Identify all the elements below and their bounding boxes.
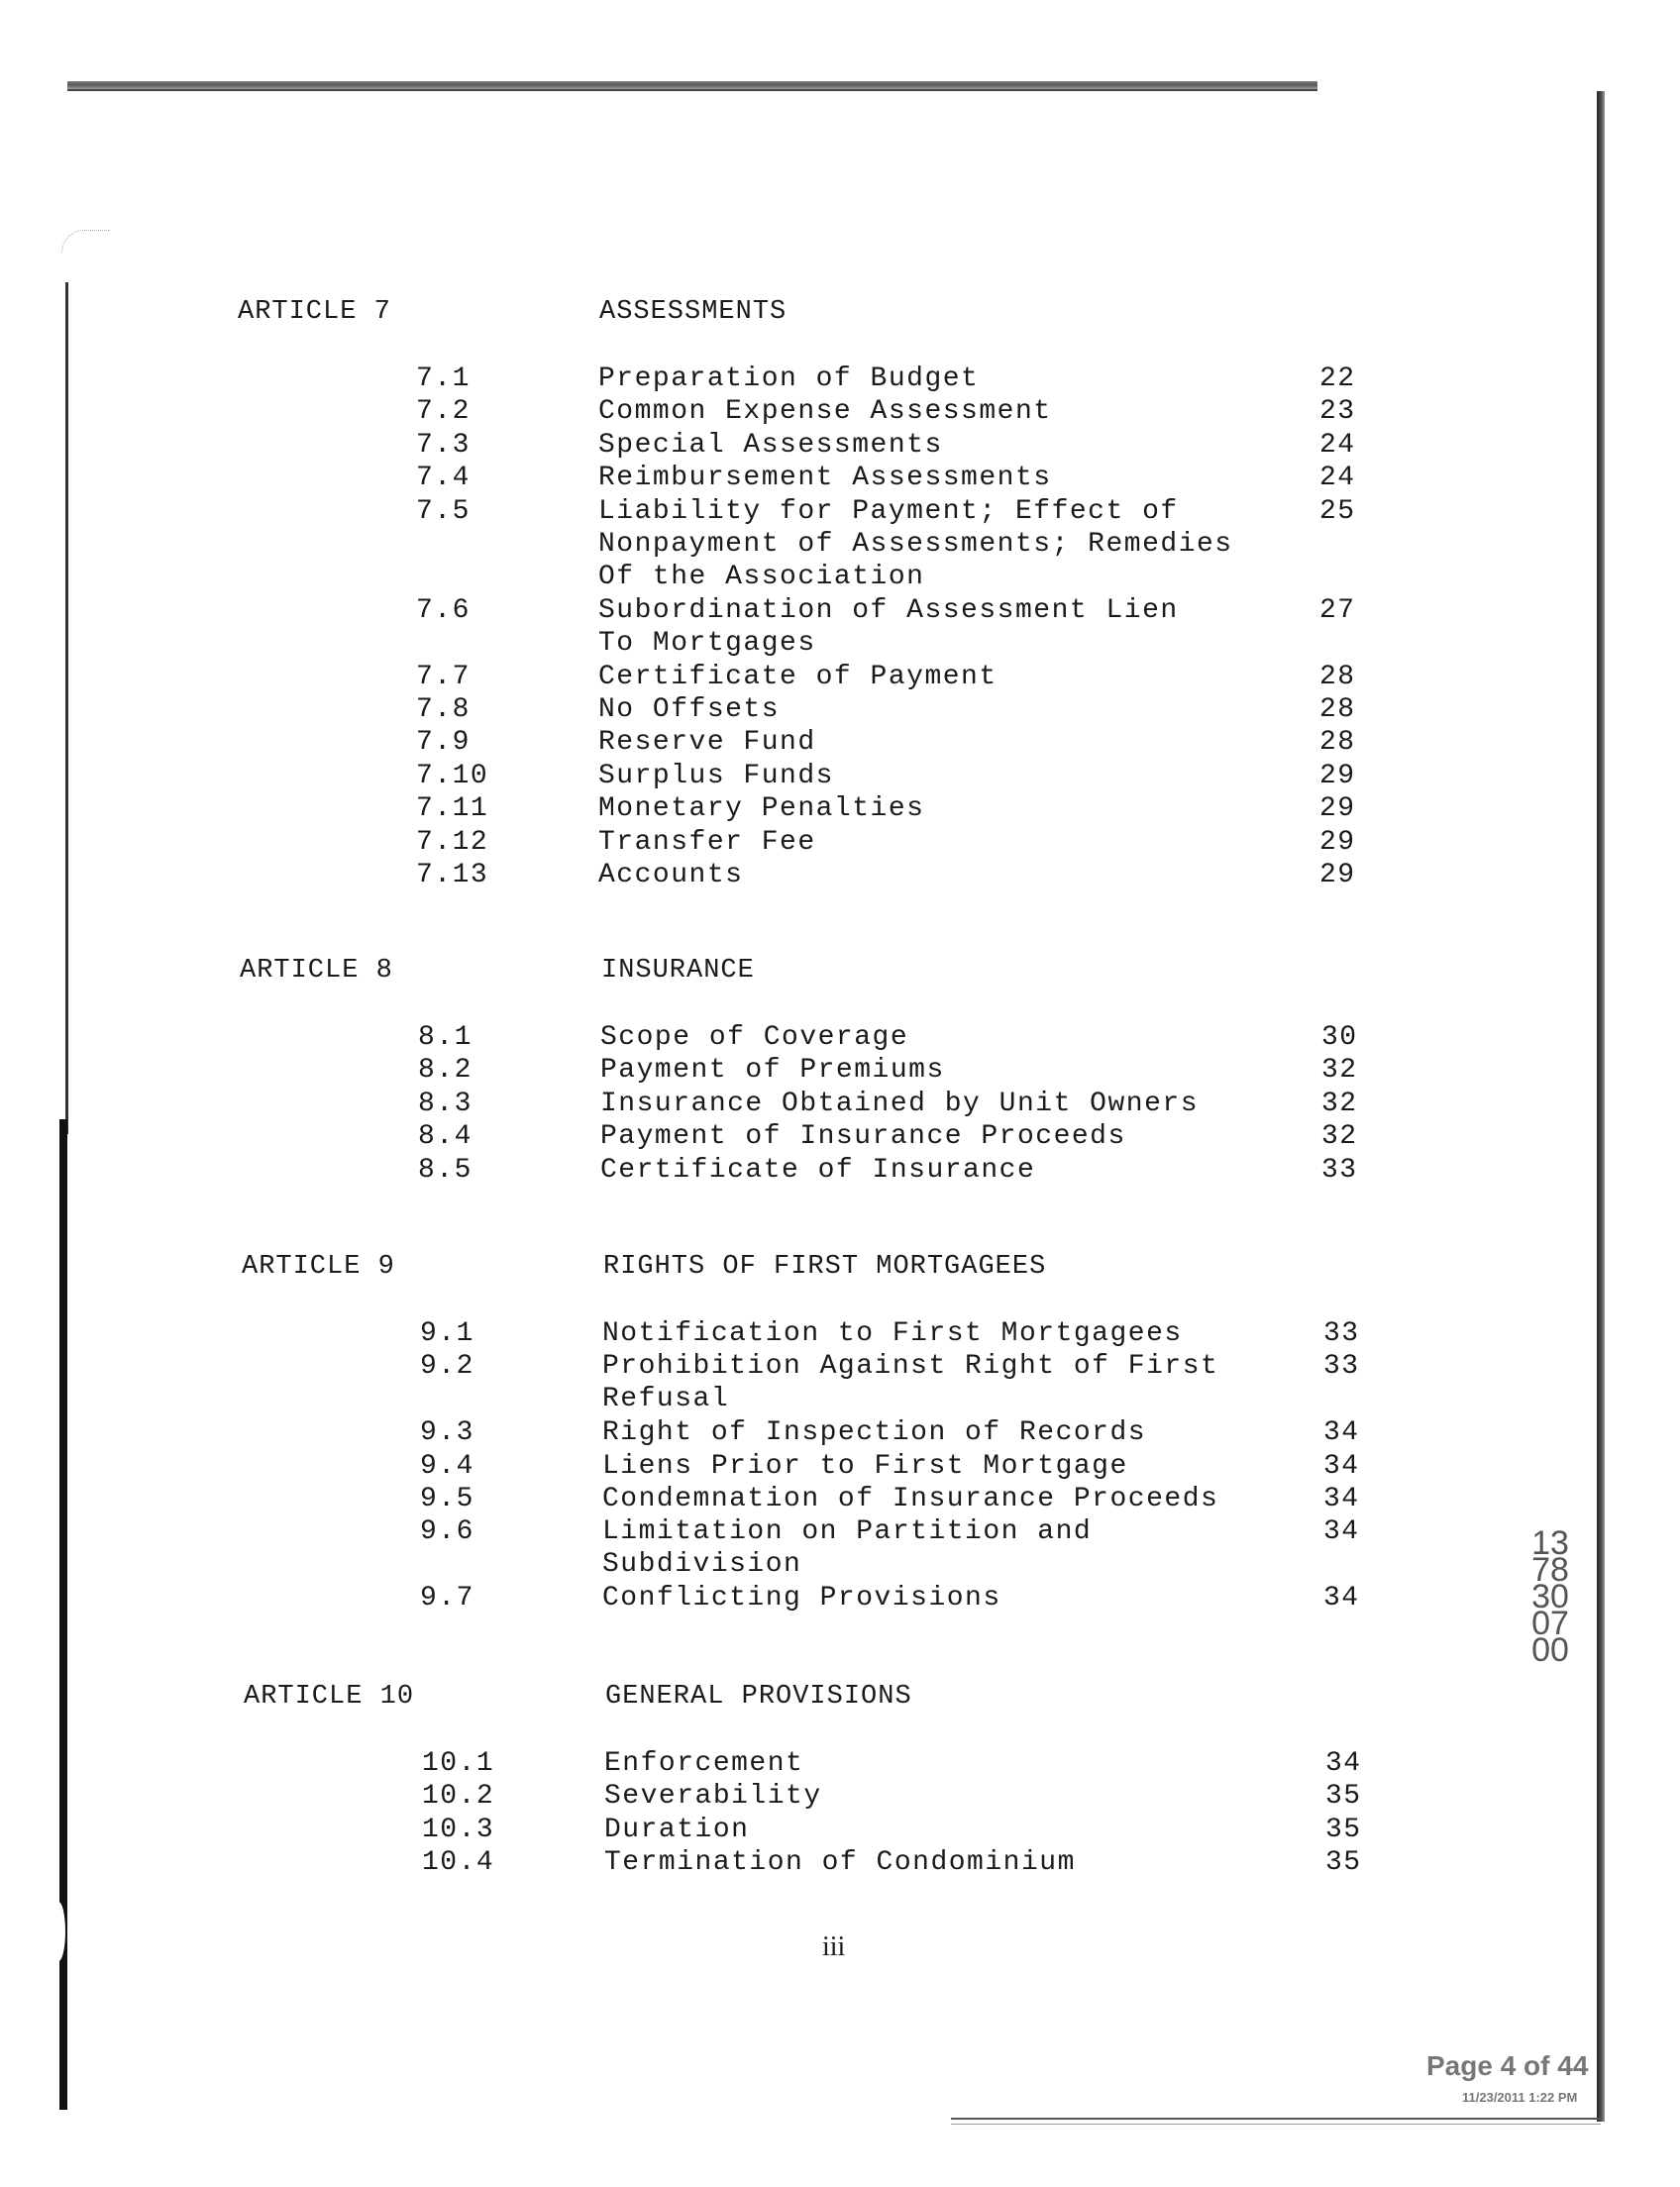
page-number-roman: iii [822, 1931, 846, 1962]
toc-entry-title: Enforcement [604, 1748, 804, 1779]
toc-entry-title: Duration [604, 1814, 750, 1845]
toc-entry-number: 8.5 [418, 1154, 472, 1186]
toc-entry-title: Preparation of Budget [598, 364, 980, 394]
toc-entry-number: 9.4 [420, 1450, 474, 1482]
toc-entry-number: 7.13 [416, 860, 489, 890]
toc-entry-page: 32 [1321, 1088, 1358, 1119]
toc-entry-page: 35 [1325, 1814, 1362, 1845]
scan-top-rule-thin [67, 89, 1317, 91]
article-label: ARTICLE 8 [240, 956, 393, 986]
scan-left-edge [65, 282, 68, 1134]
toc-entry-page: 34 [1323, 1516, 1360, 1548]
article-title: RIGHTS OF FIRST MORTGAGEES [603, 1252, 1047, 1282]
toc-entry-number: 7.6 [416, 594, 471, 626]
toc-entry-page: 33 [1321, 1154, 1358, 1186]
toc-entry-title: Scope of Coverage [600, 1022, 909, 1053]
toc-entry-page: 25 [1319, 495, 1356, 527]
toc-entry-title: Prohibition Against Right of First Refusal [602, 1351, 1219, 1415]
scan-left-edge-bold [59, 1119, 67, 2110]
article-label: ARTICLE 10 [244, 1682, 415, 1712]
side-stamp-number: 1378300700 [1531, 1524, 1569, 1669]
toc-entry-title: Reimbursement Assessments [598, 463, 1052, 494]
toc-entry-page: 28 [1319, 694, 1356, 725]
toc-entry-page: 29 [1319, 760, 1356, 791]
toc-entry-number: 8.4 [418, 1121, 472, 1153]
toc-entry-number: 7.12 [416, 826, 489, 858]
scan-bottom-rule-2 [951, 2124, 1601, 2125]
toc-entry-title: Certificate of Payment [598, 661, 998, 692]
toc-entry-number: 8.1 [418, 1022, 472, 1053]
toc-entry-number: 7.1 [416, 364, 471, 394]
article-title: ASSESSMENTS [599, 297, 788, 327]
toc-entry-page: 33 [1323, 1351, 1360, 1383]
toc-entry-number: 7.11 [416, 793, 489, 825]
toc-entry-page: 34 [1323, 1450, 1360, 1482]
toc-entry-number: 8.3 [418, 1088, 472, 1119]
toc-entry-page: 30 [1321, 1022, 1358, 1053]
toc-entry-title: Condemnation of Insurance Proceeds [602, 1484, 1219, 1514]
footer-page-label: Page 4 of 44 [1426, 2050, 1589, 2081]
toc-entry-number: 9.1 [420, 1318, 474, 1349]
toc-entry-page: 34 [1323, 1583, 1360, 1614]
toc-entry-number: 10.4 [422, 1847, 495, 1879]
toc-entry-page: 32 [1321, 1121, 1358, 1153]
toc-entry-page: 24 [1319, 463, 1356, 494]
toc-entry-title: Monetary Penalties [598, 793, 925, 825]
footer-datetime: 11/23/2011 1:22 PM [1462, 2090, 1578, 2105]
article-title: GENERAL PROVISIONS [605, 1682, 912, 1712]
toc-entry-page: 27 [1319, 594, 1356, 626]
toc-entry-title: Reserve Fund [598, 727, 816, 759]
toc-entry-page: 29 [1319, 826, 1356, 858]
toc-entry-page: 28 [1319, 727, 1356, 759]
toc-entry-title: Surplus Funds [598, 760, 834, 791]
toc-entry-title: Right of Inspection of Records [602, 1417, 1147, 1449]
toc-entry-title: Common Expense Assessment [598, 396, 1052, 428]
toc-entry-title: Certificate of Insurance [600, 1154, 1036, 1186]
toc-entry-number: 7.5 [416, 495, 471, 527]
toc-entry-page: 22 [1319, 364, 1356, 394]
toc-entry-title: Liens Prior to First Mortgage [602, 1450, 1128, 1482]
toc-entry-number: 9.3 [420, 1417, 474, 1449]
toc-entry-number: 9.7 [420, 1583, 474, 1614]
toc-entry-number: 10.1 [422, 1748, 495, 1779]
toc-entry-title: Liability for Payment; Effect of Nonpayment of Assessments; Remedies Of the Association [598, 495, 1233, 592]
toc-entry-number: 10.2 [422, 1781, 495, 1813]
scan-bottom-rule [951, 2118, 1601, 2120]
toc-entry-page: 34 [1325, 1748, 1362, 1779]
toc-entry-page: 34 [1323, 1417, 1360, 1449]
toc-entry-page: 29 [1319, 860, 1356, 890]
toc-entry-page: 24 [1319, 429, 1356, 461]
scan-corner-mark [61, 230, 110, 253]
toc-entry-number: 7.2 [416, 396, 471, 428]
toc-entry-number: 9.2 [420, 1351, 474, 1383]
scan-left-notch [52, 1902, 65, 1961]
toc-entry-number: 7.3 [416, 429, 471, 461]
toc-entry-number: 7.7 [416, 661, 471, 692]
toc-entry-number: 7.10 [416, 760, 489, 791]
toc-entry-page: 33 [1323, 1318, 1360, 1349]
article-label: ARTICLE 9 [242, 1252, 395, 1282]
toc-entry-title: Conflicting Provisions [602, 1583, 1001, 1614]
toc-entry-number: 8.2 [418, 1055, 472, 1087]
toc-entry-title: No Offsets [598, 694, 781, 725]
toc-entry-title: Limitation on Partition and Subdivision [602, 1516, 1093, 1581]
article-title: INSURANCE [601, 956, 755, 986]
toc-entry-number: 9.6 [420, 1516, 474, 1548]
toc-entry-page: 32 [1321, 1055, 1358, 1087]
toc-entry-title: Transfer Fee [598, 826, 816, 858]
toc-entry-page: 35 [1325, 1781, 1362, 1813]
toc-entry-page: 35 [1325, 1847, 1362, 1879]
toc-entry-page: 29 [1319, 793, 1356, 825]
toc-entry-page: 23 [1319, 396, 1356, 428]
toc-entry-title: Insurance Obtained by Unit Owners [600, 1088, 1199, 1119]
toc-entry-title: Special Assessments [598, 429, 943, 461]
toc-entry-page: 28 [1319, 661, 1356, 692]
toc-entry-title: Severability [604, 1781, 822, 1813]
toc-entry-number: 9.5 [420, 1484, 474, 1514]
toc-entry-title: Subordination of Assessment Lien To Mortgages [598, 594, 1179, 659]
toc-entry-title: Notification to First Mortgagees [602, 1318, 1183, 1349]
toc-entry-title: Accounts [598, 860, 744, 890]
toc-entry-title: Payment of Premiums [600, 1055, 945, 1087]
toc-entry-number: 7.9 [416, 727, 471, 759]
toc-entry-page: 34 [1323, 1484, 1360, 1514]
toc-entry-number: 7.4 [416, 463, 471, 494]
toc-entry-title: Payment of Insurance Proceeds [600, 1121, 1126, 1153]
scan-right-edge [1597, 91, 1605, 2122]
toc-entry-title: Termination of Condominium [604, 1847, 1076, 1879]
article-label: ARTICLE 7 [238, 297, 391, 327]
toc-entry-number: 7.8 [416, 694, 471, 725]
toc-entry-number: 10.3 [422, 1814, 495, 1845]
